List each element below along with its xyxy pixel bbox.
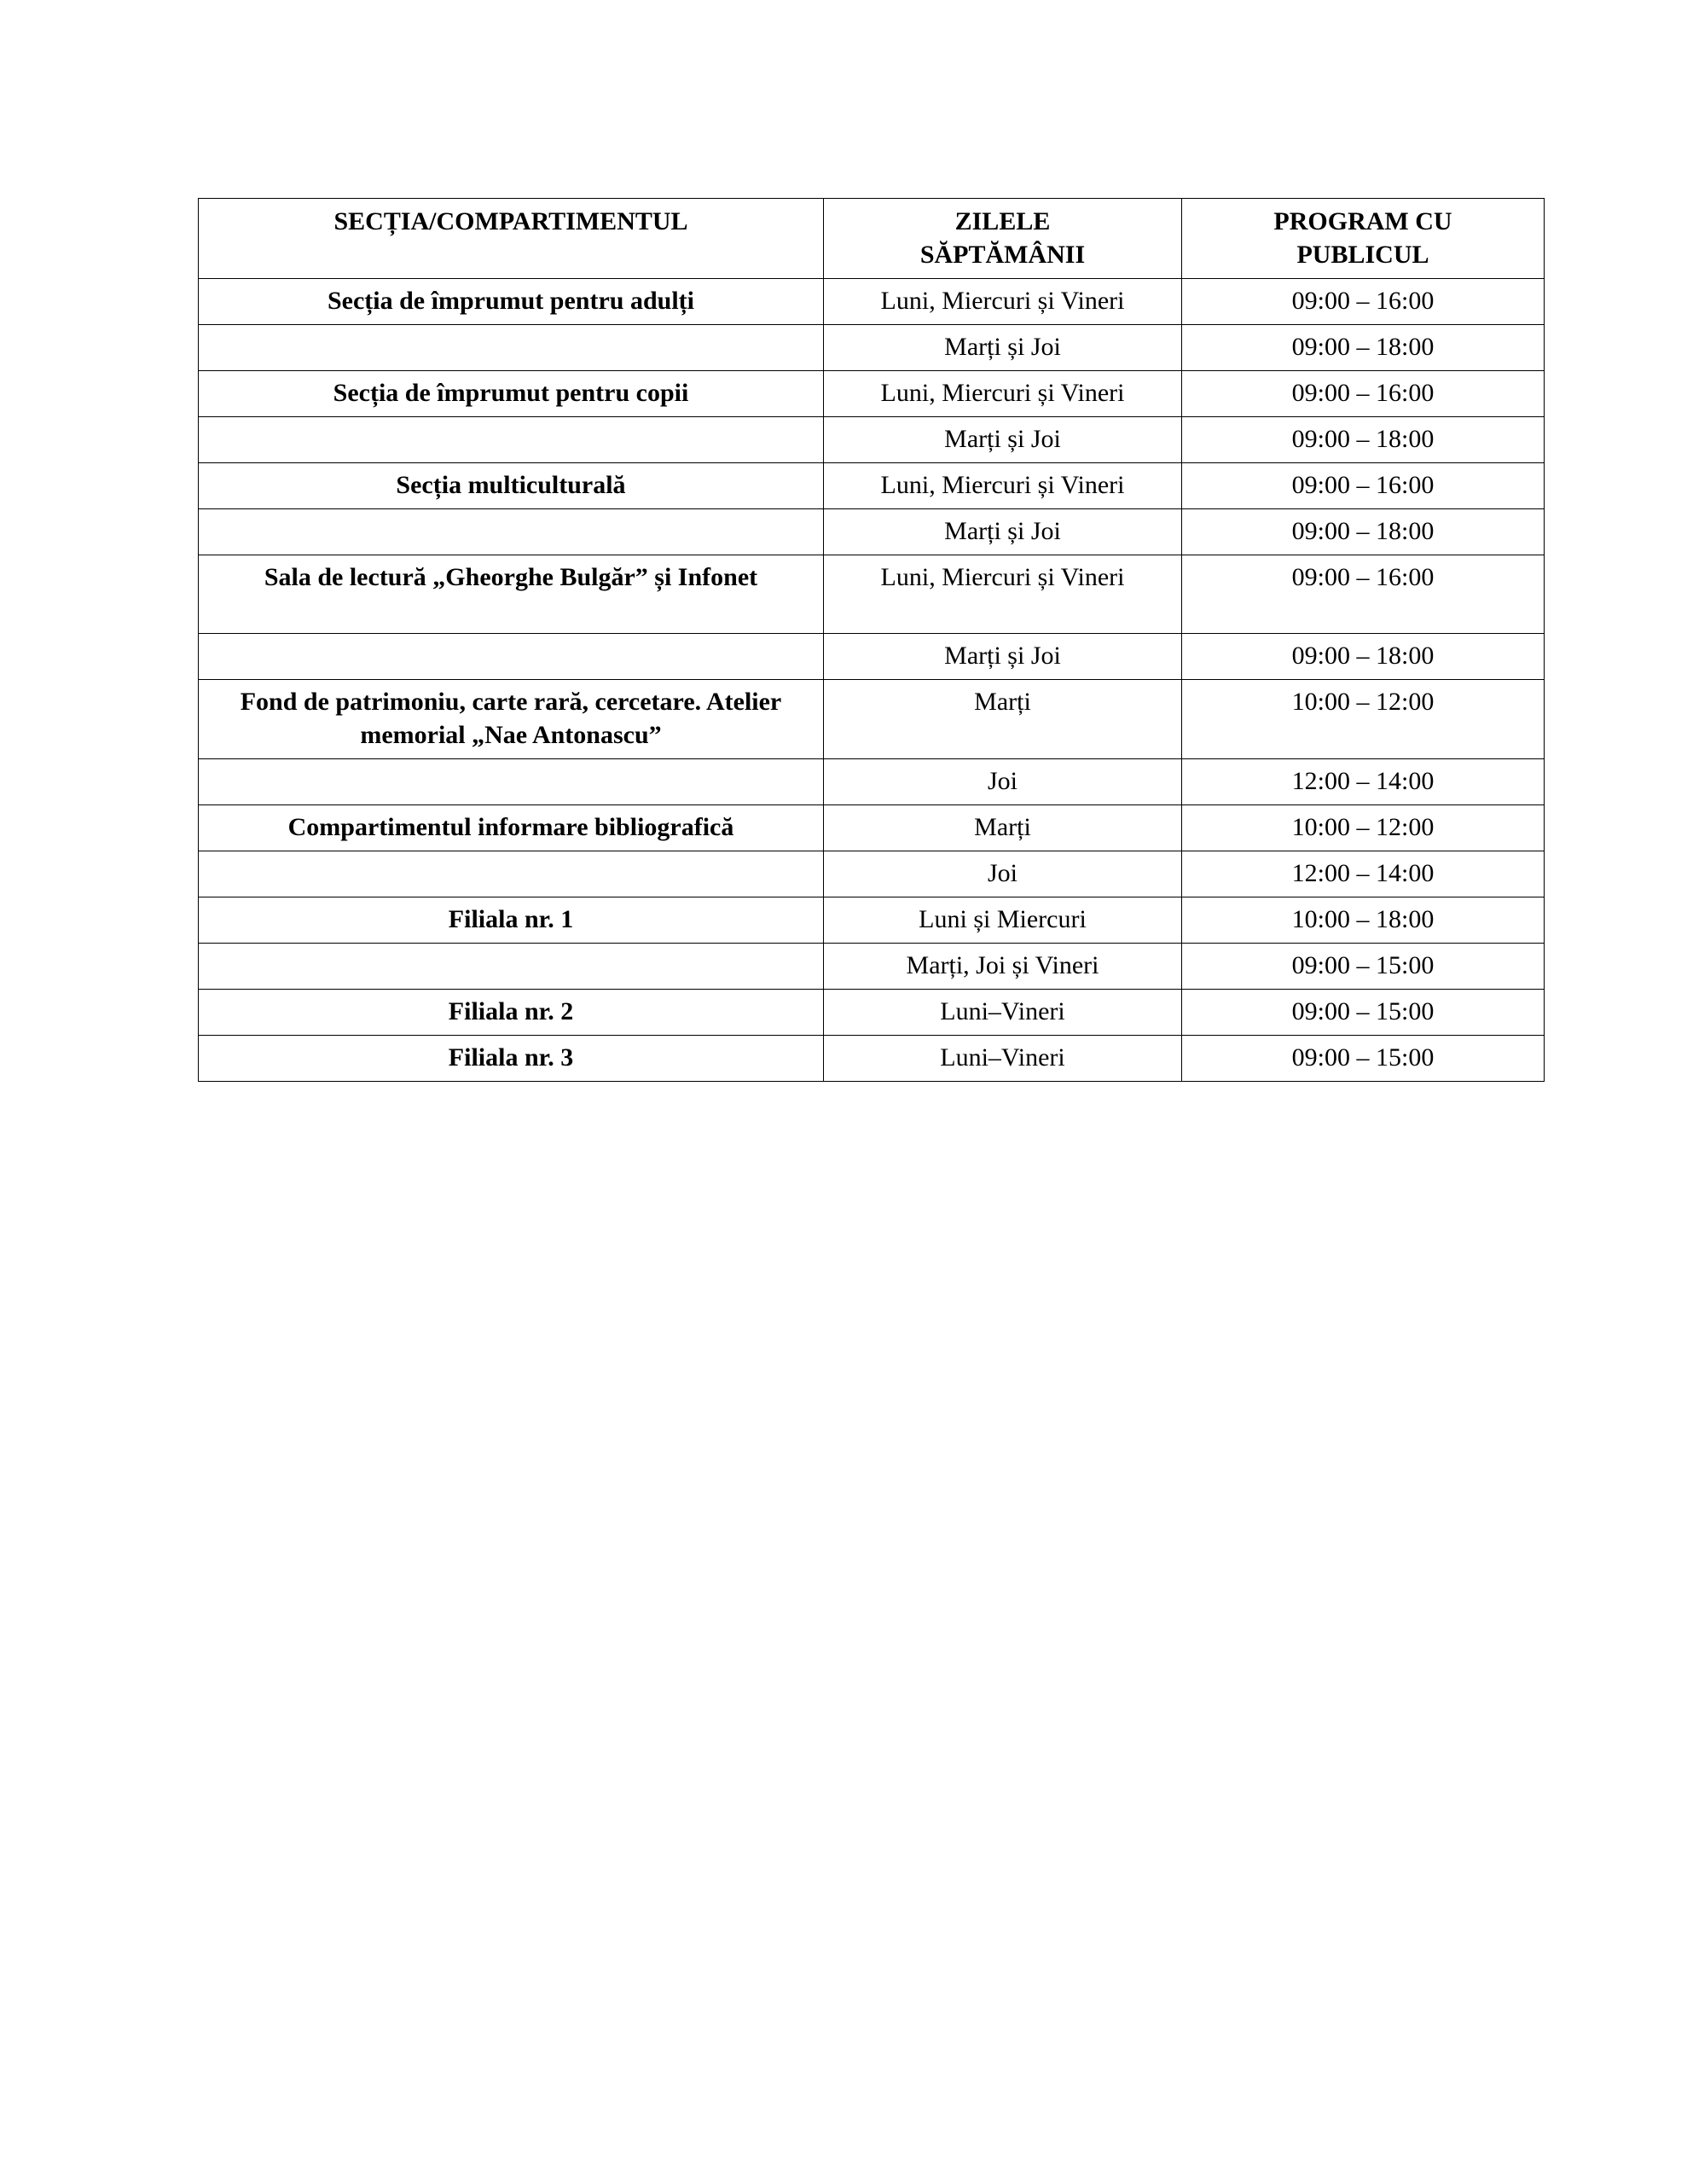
cell-days: Marți bbox=[824, 805, 1182, 851]
table-body bbox=[199, 279, 1545, 1082]
cell-days: Marți și Joi bbox=[824, 509, 1182, 555]
cell-hours: 10:00 – 18:00 bbox=[1182, 897, 1545, 944]
cell-hours: 09:00 – 16:00 bbox=[1182, 463, 1545, 509]
table-row bbox=[199, 759, 1545, 805]
cell-section-empty bbox=[199, 759, 824, 805]
table-row bbox=[199, 944, 1545, 990]
cell-hours: 09:00 – 15:00 bbox=[1182, 944, 1545, 990]
cell-hours: 09:00 – 18:00 bbox=[1182, 417, 1545, 463]
cell-section-name: Filiala nr. 3 bbox=[199, 1036, 824, 1082]
cell-hours: 09:00 – 16:00 bbox=[1182, 555, 1545, 634]
table-header bbox=[199, 199, 1545, 279]
table-row bbox=[199, 463, 1545, 509]
cell-section-empty bbox=[199, 417, 824, 463]
column-header-days bbox=[824, 199, 1182, 279]
cell-days: Luni și Miercuri bbox=[824, 897, 1182, 944]
cell-days: Marți și Joi bbox=[824, 634, 1182, 680]
cell-hours: 09:00 – 18:00 bbox=[1182, 509, 1545, 555]
table-row bbox=[199, 417, 1545, 463]
cell-section-empty bbox=[199, 944, 824, 990]
cell-hours: 10:00 – 12:00 bbox=[1182, 805, 1545, 851]
table-row bbox=[199, 1036, 1545, 1082]
header-row bbox=[199, 199, 1545, 279]
cell-days: Luni–Vineri bbox=[824, 1036, 1182, 1082]
column-header-hours-line2: PUBLICUL bbox=[1296, 241, 1429, 269]
table-row bbox=[199, 805, 1545, 851]
cell-section-name: Secția de împrumut pentru copii bbox=[199, 371, 824, 417]
cell-days: Joi bbox=[824, 759, 1182, 805]
cell-hours: 09:00 – 16:00 bbox=[1182, 371, 1545, 417]
table-row bbox=[199, 555, 1545, 634]
cell-section-empty bbox=[199, 634, 824, 680]
cell-hours: 09:00 – 15:00 bbox=[1182, 990, 1545, 1036]
table-row bbox=[199, 325, 1545, 371]
cell-section-name: Secția de împrumut pentru adulți bbox=[199, 279, 824, 325]
table-row bbox=[199, 680, 1545, 759]
cell-days: Joi bbox=[824, 851, 1182, 897]
cell-section-name: Secția multiculturală bbox=[199, 463, 824, 509]
column-header-hours bbox=[1182, 199, 1545, 279]
cell-days: Marți, Joi și Vineri bbox=[824, 944, 1182, 990]
cell-days: Luni, Miercuri și Vineri bbox=[824, 279, 1182, 325]
cell-section-name: Sala de lectură „Gheorghe Bulgăr” și Infonet bbox=[199, 555, 824, 634]
table-row bbox=[199, 509, 1545, 555]
cell-days: Luni, Miercuri și Vineri bbox=[824, 371, 1182, 417]
cell-days: Luni, Miercuri și Vineri bbox=[824, 463, 1182, 509]
cell-days: Marți și Joi bbox=[824, 325, 1182, 371]
table-row bbox=[199, 897, 1545, 944]
cell-section-name: Fond de patrimoniu, carte rară, cercetare. Atelier memorial „Nae Antonascu” bbox=[199, 680, 824, 759]
schedule-table-container bbox=[198, 198, 1544, 1082]
cell-hours: 09:00 – 15:00 bbox=[1182, 1036, 1545, 1082]
table-row bbox=[199, 371, 1545, 417]
cell-section-empty bbox=[199, 325, 824, 371]
cell-hours: 09:00 – 18:00 bbox=[1182, 634, 1545, 680]
column-header-days-line1: ZILELE bbox=[954, 207, 1051, 235]
cell-days: Luni–Vineri bbox=[824, 990, 1182, 1036]
column-header-section: SECȚIA/COMPARTIMENTUL bbox=[199, 199, 824, 279]
cell-section-name: Compartimentul informare bibliografică bbox=[199, 805, 824, 851]
column-header-days-line2: SĂPTĂMÂNII bbox=[919, 241, 1086, 269]
table-row bbox=[199, 279, 1545, 325]
table-row bbox=[199, 851, 1545, 897]
schedule-table bbox=[198, 198, 1545, 1082]
table-row bbox=[199, 634, 1545, 680]
cell-section-empty bbox=[199, 851, 824, 897]
cell-days: Luni, Miercuri și Vineri bbox=[824, 555, 1182, 634]
cell-hours: 10:00 – 12:00 bbox=[1182, 680, 1545, 759]
cell-hours: 12:00 – 14:00 bbox=[1182, 759, 1545, 805]
cell-section-empty bbox=[199, 509, 824, 555]
cell-hours: 09:00 – 18:00 bbox=[1182, 325, 1545, 371]
cell-section-name: Filiala nr. 1 bbox=[199, 897, 824, 944]
cell-section-name: Filiala nr. 2 bbox=[199, 990, 824, 1036]
cell-hours: 09:00 – 16:00 bbox=[1182, 279, 1545, 325]
cell-hours: 12:00 – 14:00 bbox=[1182, 851, 1545, 897]
cell-days: Marți bbox=[824, 680, 1182, 759]
cell-days: Marți și Joi bbox=[824, 417, 1182, 463]
table-row bbox=[199, 990, 1545, 1036]
column-header-hours-line1: PROGRAM CU bbox=[1273, 207, 1452, 235]
